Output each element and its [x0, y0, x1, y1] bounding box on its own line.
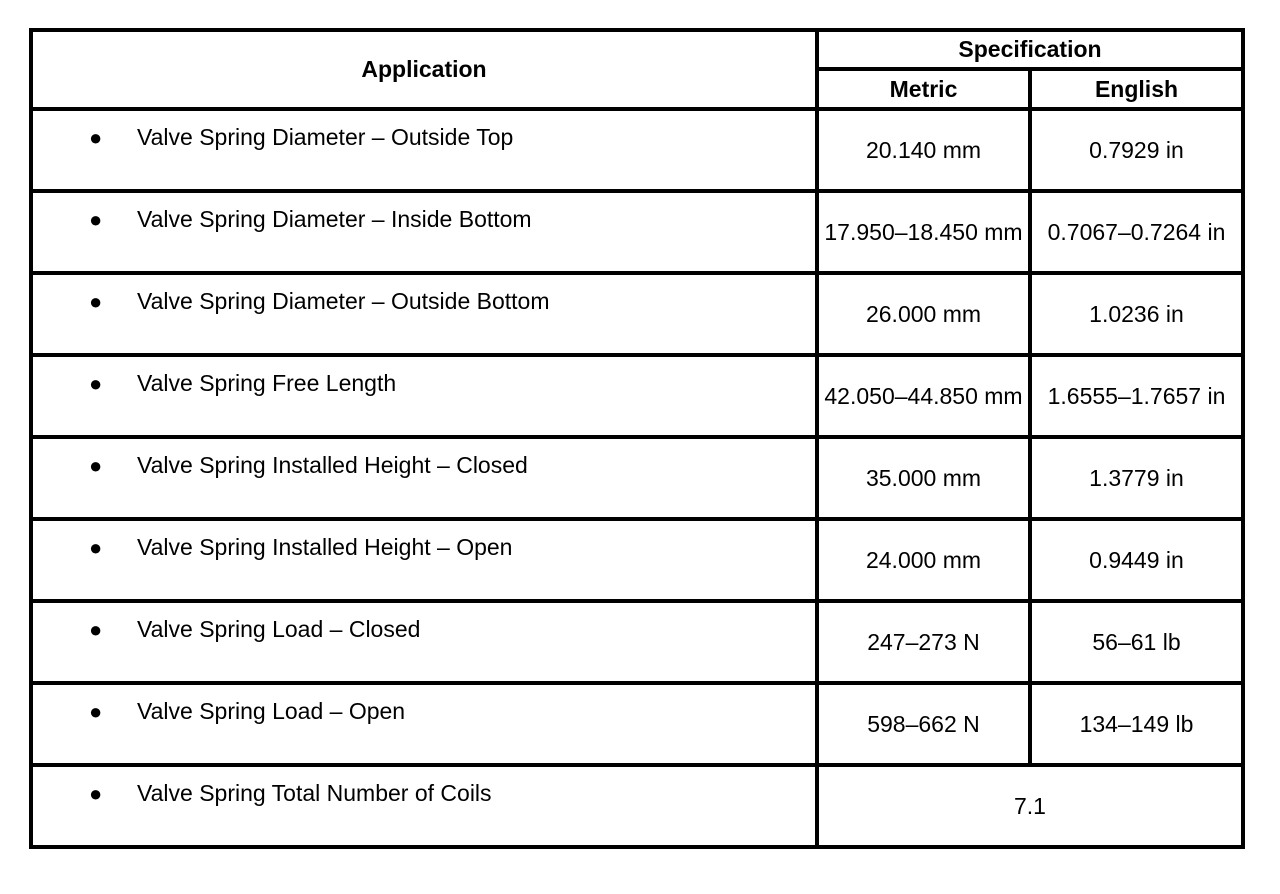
- english-value: 56–61 lb: [1030, 601, 1243, 683]
- metric-value: 35.000 mm: [817, 437, 1030, 519]
- metric-value: 17.950–18.450 mm: [817, 191, 1030, 273]
- table-row: [31, 683, 1243, 765]
- metric-value: 247–273 N: [817, 601, 1030, 683]
- application-cell: [31, 683, 817, 765]
- english-value: 1.6555–1.7657 in: [1030, 355, 1243, 437]
- application-cell: [31, 355, 817, 437]
- metric-value: 24.000 mm: [817, 519, 1030, 601]
- bullet-icon: ●: [89, 289, 103, 314]
- application-label: Valve Spring Installed Height – Closed: [137, 452, 528, 478]
- application-cell: [31, 601, 817, 683]
- english-value: 0.9449 in: [1030, 519, 1243, 601]
- application-label: Valve Spring Load – Closed: [137, 616, 421, 642]
- english-value: 0.7067–0.7264 in: [1030, 191, 1243, 273]
- english-value: 134–149 lb: [1030, 683, 1243, 765]
- bullet-icon: ●: [89, 699, 103, 724]
- application-cell: [31, 519, 817, 601]
- application-label: Valve Spring Load – Open: [137, 698, 406, 724]
- table-row: [31, 191, 1243, 273]
- bullet-icon: ●: [89, 207, 103, 232]
- english-value: 0.7929 in: [1030, 109, 1243, 191]
- application-label: Valve Spring Diameter – Inside Bottom: [137, 206, 532, 232]
- application-cell: [31, 273, 817, 355]
- metric-value: 20.140 mm: [817, 109, 1030, 191]
- table-row: [31, 109, 1243, 191]
- table-row: [31, 601, 1243, 683]
- application-label: Valve Spring Diameter – Outside Bottom: [137, 288, 550, 314]
- application-cell: [31, 437, 817, 519]
- header-english: English: [1030, 69, 1243, 109]
- english-value: 1.3779 in: [1030, 437, 1243, 519]
- application-cell: [31, 191, 817, 273]
- bullet-icon: ●: [89, 781, 103, 806]
- table-row: [31, 519, 1243, 601]
- application-label: Valve Spring Total Number of Coils: [137, 780, 492, 806]
- table-row: [31, 355, 1243, 437]
- bullet-icon: ●: [89, 371, 103, 396]
- header-specification: Specification: [817, 30, 1243, 69]
- metric-value: 26.000 mm: [817, 273, 1030, 355]
- coil-count-value: 7.1: [817, 765, 1243, 847]
- application-label: Valve Spring Diameter – Outside Top: [137, 124, 514, 150]
- bullet-icon: ●: [89, 535, 103, 560]
- bullet-icon: ●: [89, 125, 103, 150]
- metric-value: 598–662 N: [817, 683, 1030, 765]
- application-label: Valve Spring Free Length: [137, 370, 397, 396]
- bullet-icon: ●: [89, 453, 103, 478]
- application-label: Valve Spring Installed Height – Open: [137, 534, 513, 560]
- application-cell: [31, 765, 817, 847]
- bullet-icon: ●: [89, 617, 103, 642]
- application-cell: [31, 109, 817, 191]
- header-metric: Metric: [817, 69, 1030, 109]
- table-row: [31, 437, 1243, 519]
- metric-value: 42.050–44.850 mm: [817, 355, 1030, 437]
- valve-spring-spec-table: [29, 28, 1245, 849]
- table-row: [31, 273, 1243, 355]
- header-application: Application: [31, 30, 817, 109]
- english-value: 1.0236 in: [1030, 273, 1243, 355]
- table-row: [31, 765, 1243, 847]
